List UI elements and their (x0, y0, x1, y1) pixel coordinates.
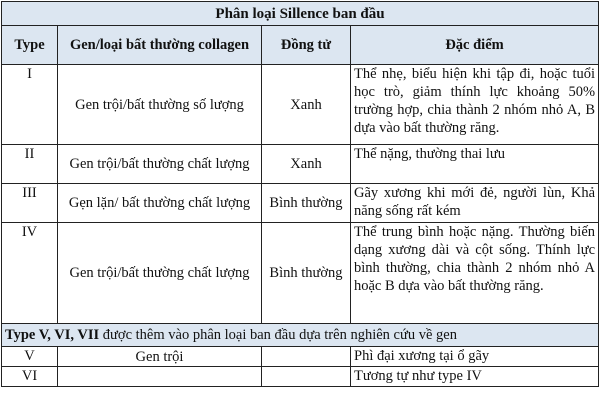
row-gene-cell: Gen trội (58, 347, 262, 367)
table-row (2, 184, 599, 223)
row-features-cell: Thể nặng, thường thai lưu (351, 145, 599, 184)
header-gene: Gen/loại bất thường collagen (58, 26, 262, 65)
row-features-cell: Gãy xương khi mới đẻ, người lùn, Khả năng sống rất kém (351, 184, 599, 223)
row-features-cell: Thể nhẹ, biểu hiện khi tập đi, hoặc tuổi học trò, giảm thính lực khoảng 50% trường hợp, chia thành 2 nhóm nhỏ A, B dựa vào bất thường răng. (351, 65, 599, 145)
row-sclera-cell: Bình thường (262, 184, 351, 223)
table-title: Phân loại Sillence ban đầu (2, 2, 599, 26)
row-gene-cell: Gen trội/bất thường số lượng (58, 65, 262, 145)
row-sclera-cell: Xanh (262, 65, 351, 145)
row-type-cell: IV (2, 223, 58, 324)
row-type-cell: VI (2, 367, 58, 387)
table-row (2, 65, 599, 145)
row-sclera-cell: Bình thường (262, 223, 351, 324)
table-row (2, 145, 599, 184)
section-band-bold: Type V, VI, VII (5, 327, 100, 343)
row-gene-cell (58, 367, 262, 387)
row-type-cell: I (2, 65, 58, 145)
row-features-cell: Thể trung bình hoặc nặng. Thường biến dạng xương dài và cột sống. Thính lực bình thường, chia thành 2 nhóm nhỏ A hoặc B dựa vào bất thường răng. (351, 223, 599, 324)
row-type-cell: III (2, 184, 58, 223)
row-gene-cell: Gen trội/bất thường chất lượng (58, 145, 262, 184)
row-type-cell: V (2, 347, 58, 367)
header-features: Đặc điểm (351, 26, 599, 65)
header-sclera: Đồng tử (262, 26, 351, 65)
table-row (2, 223, 599, 324)
table-title-row (2, 2, 599, 26)
row-gene-cell: Gẹn lặn/ bất thường chất lượng (58, 184, 262, 223)
table-row (2, 347, 599, 367)
header-type: Type (2, 26, 58, 65)
section-band-text: được thêm vào phân loại ban đầu dựa trên nghiên cứu về gen (99, 327, 457, 343)
row-sclera-cell (262, 347, 351, 367)
row-type-cell: II (2, 145, 58, 184)
section-band (2, 324, 599, 347)
row-sclera-cell: Xanh (262, 145, 351, 184)
row-gene-cell: Gen trội/bất thường chất lượng (58, 223, 262, 324)
row-features-cell: Phì đại xương tại ổ gãy (351, 347, 599, 367)
table-row (2, 367, 599, 387)
sillence-classification-table (1, 1, 599, 387)
section-band-row (2, 324, 599, 347)
row-features-cell: Tương tự như type IV (351, 367, 599, 387)
row-sclera-cell (262, 367, 351, 387)
column-header-row (2, 26, 599, 65)
